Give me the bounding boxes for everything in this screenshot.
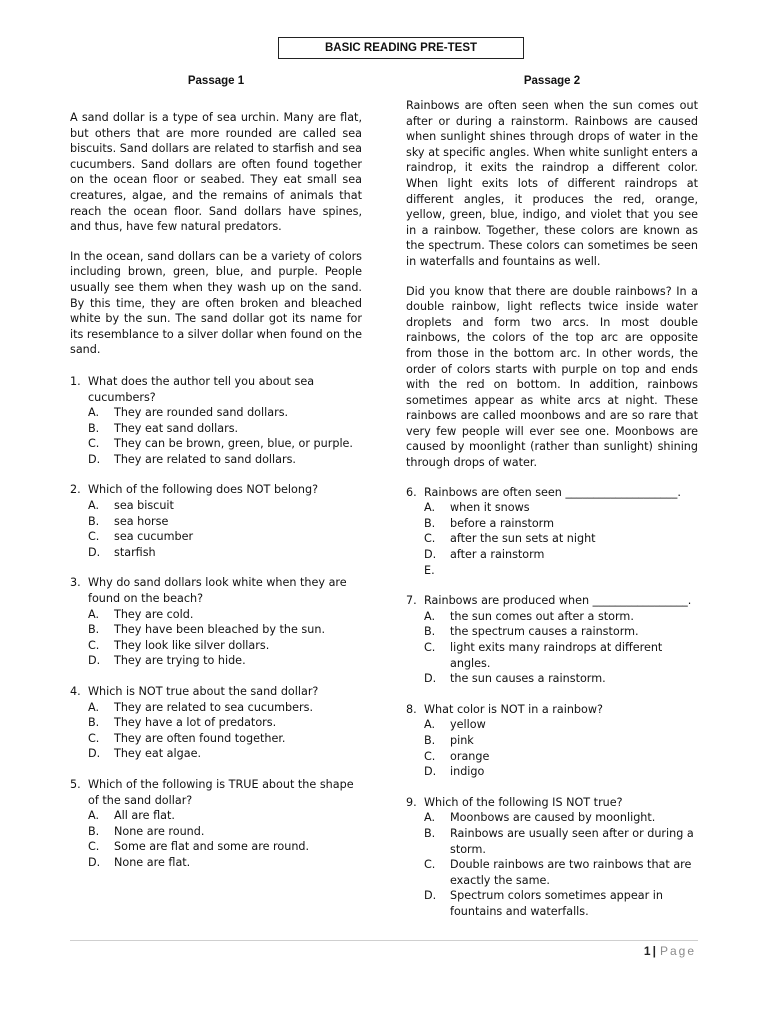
option-letter: A. — [424, 609, 436, 623]
option-text: All are flat. — [114, 809, 175, 823]
option-letter: A. — [88, 499, 100, 513]
option-letter: B. — [424, 826, 436, 840]
question — [70, 777, 362, 871]
option-letter: B. — [88, 623, 100, 637]
option-text: the sun causes a rainstorm. — [450, 672, 606, 686]
answer-option — [70, 731, 362, 747]
option-text: before a rainstorm — [450, 516, 554, 530]
answer-option — [70, 746, 362, 762]
answer-option — [70, 514, 362, 530]
page-number: 1 — [643, 944, 651, 958]
answer-options — [70, 405, 362, 467]
option-text: the spectrum causes a rainstorm. — [450, 625, 639, 639]
question-text: Rainbows are often seen ____________________. — [424, 485, 681, 499]
option-text: They are cold. — [114, 607, 194, 621]
option-text: They have been bleached by the sun. — [114, 623, 325, 637]
option-text: sea horse — [114, 514, 169, 528]
question-number: 4. — [70, 685, 81, 698]
answer-options — [406, 810, 698, 919]
option-text: Rainbows are usually seen after or during a storm. — [450, 826, 694, 856]
option-letter: D. — [88, 452, 101, 466]
answer-option — [70, 545, 362, 561]
question-text: Which of the following is TRUE about the shape of the sand dollar? — [88, 777, 354, 807]
option-letter: C. — [88, 437, 100, 451]
answer-option — [70, 653, 362, 669]
answer-option — [70, 452, 362, 468]
option-letter: D. — [424, 765, 437, 779]
answer-option — [406, 531, 698, 547]
answer-option — [70, 607, 362, 623]
option-text: orange — [450, 749, 490, 763]
answer-option — [406, 563, 698, 579]
answer-option — [406, 810, 698, 826]
option-text: yellow — [450, 718, 486, 732]
option-text: indigo — [450, 765, 485, 779]
option-letter: D. — [88, 654, 101, 668]
option-text: Some are flat and some are round. — [114, 840, 310, 854]
option-text: Double rainbows are two rainbows that are exactly the same. — [450, 858, 692, 887]
option-letter: E. — [424, 563, 435, 577]
answer-option — [406, 764, 698, 780]
option-letter: C. — [88, 840, 100, 854]
option-text: They are related to sea cucumbers. — [114, 700, 314, 714]
option-text: Spectrum colors sometimes appear in fountains and waterfalls. — [450, 889, 663, 918]
option-letter: D. — [424, 672, 437, 686]
page-separator: | — [652, 944, 656, 958]
answer-options — [406, 717, 698, 779]
question-number: 7. — [406, 594, 417, 608]
answer-option — [70, 638, 362, 654]
answer-option — [406, 888, 698, 919]
answer-option — [70, 855, 362, 871]
answer-option — [70, 622, 362, 638]
option-text: They are related to sand dollars. — [114, 452, 296, 466]
option-text: They look like silver dollars. — [114, 638, 270, 652]
option-text: They are rounded sand dollars. — [114, 406, 289, 420]
questions-right — [406, 485, 698, 920]
option-text: They have a lot of predators. — [114, 716, 277, 730]
option-letter: B. — [424, 625, 436, 639]
question-stem — [70, 482, 362, 498]
passage-2-paragraph: Rainbows are often seen when the sun comes out after or during a rainstorm. Rainbows are caused when sunlight shines through drops of water in the sky at specific angles. When white sunlight enters a raindrop, it exits the raindrop a different color. When light exits lots of different raindrops at different angles, it produces the red, orange, yellow, green, blue, indigo, and violet that you see in a rainbow. Together, these colors are known as the spectrum. These colors can sometimes be seen in waterfalls and fountains as well. — [406, 99, 698, 268]
option-text: when it snows — [450, 501, 530, 515]
option-letter: C. — [88, 530, 100, 544]
question — [70, 684, 362, 762]
right-column — [406, 73, 698, 935]
option-letter: B. — [424, 733, 436, 747]
option-letter: D. — [424, 889, 437, 903]
option-text: They are often found together. — [114, 731, 286, 745]
option-text: They eat algae. — [114, 747, 202, 761]
answer-option — [406, 857, 698, 888]
option-text: They can be brown, green, blue, or purple. — [114, 437, 353, 451]
option-letter: B. — [88, 514, 100, 528]
answer-option — [406, 640, 698, 671]
question-text: Rainbows are produced when _________________. — [424, 594, 692, 608]
question-stem — [70, 684, 362, 700]
option-letter: C. — [424, 532, 436, 546]
question-text: Why do sand dollars look white when they are found on the beach? — [88, 576, 347, 606]
answer-options — [70, 498, 362, 560]
answer-option — [70, 529, 362, 545]
option-letter: C. — [88, 731, 100, 745]
question — [406, 702, 698, 780]
question-number: 1. — [70, 374, 81, 388]
question-number: 5. — [70, 777, 81, 791]
answer-option — [70, 405, 362, 421]
option-text: light exits many raindrops at different angles. — [450, 641, 663, 670]
option-text — [450, 563, 698, 579]
question-stem — [406, 485, 698, 501]
answer-option — [70, 839, 362, 855]
passage-2-paragraph: Did you know that there are double rainbows? In a double rainbow, light reflects twice inside water droplets and form two arcs. In most double rainbows, the colors of the top arc are opposite from those in the bottom arc. In other words, the order of colors starts with purple on top and ends with the red on bottom. In addition, rainbows sometimes appear as white arcs at night. These rainbows are called moonbows and are so rare that very few people will ever see one. Moonbows are caused by moonlight (rather than sunlight) shining through drops of water. — [406, 284, 698, 470]
answer-option — [406, 749, 698, 765]
answer-options — [406, 500, 698, 578]
questions-left — [70, 374, 362, 871]
passage-1-paragraph: A sand dollar is a type of sea urchin. Many are flat, but others that are more rounded are called sea biscuits. Sand dollars are related to starfish and sea cucumbers. Sand dollars are often found together on the ocean floor or seabed. They eat small sea creatures, algae, and the remains of animals that reach the ocean floor. Sand dollars have spines, and thus, have few natural predators. — [70, 111, 362, 234]
option-letter: D. — [424, 548, 437, 562]
option-text: after a rainstorm — [450, 548, 545, 562]
passage-2-title: Passage 2 — [523, 75, 581, 87]
answer-option — [70, 824, 362, 840]
option-text: Moonbows are caused by moonlight. — [450, 811, 656, 825]
page-label: Page — [659, 944, 696, 958]
question-stem — [70, 777, 362, 808]
option-text: They eat sand dollars. — [114, 421, 239, 435]
question-number: 6. — [406, 485, 417, 499]
option-letter: A. — [424, 811, 436, 825]
answer-option — [70, 436, 362, 452]
option-letter: B. — [424, 516, 436, 530]
question — [70, 575, 362, 669]
question-number: 2. — [70, 483, 81, 497]
option-letter: A. — [88, 700, 100, 714]
answer-option — [70, 498, 362, 514]
footer-divider — [70, 940, 698, 941]
question-text: What color is NOT in a rainbow? — [424, 702, 603, 716]
test-title: BASIC READING PRE-TEST — [278, 37, 524, 59]
answer-option — [406, 624, 698, 640]
page-footer — [644, 944, 696, 958]
answer-option — [406, 609, 698, 625]
answer-option — [406, 500, 698, 516]
option-letter: B. — [88, 716, 100, 730]
question-stem — [406, 702, 698, 718]
answer-option — [70, 715, 362, 731]
option-letter: A. — [88, 406, 100, 420]
question-text: Which is NOT true about the sand dollar? — [88, 685, 319, 698]
option-letter: C. — [88, 638, 100, 652]
answer-option — [406, 671, 698, 687]
answer-options — [406, 609, 698, 687]
option-text: pink — [450, 733, 474, 747]
question-text: Which of the following does NOT belong? — [88, 483, 319, 497]
option-text: starfish — [114, 545, 156, 559]
option-letter: D. — [88, 747, 101, 761]
question — [406, 593, 698, 687]
answer-options — [70, 607, 362, 669]
question-number: 3. — [70, 576, 81, 590]
question — [406, 485, 698, 579]
option-letter: A. — [424, 501, 436, 515]
answer-option — [406, 826, 698, 857]
answer-option — [406, 733, 698, 749]
option-letter: B. — [88, 421, 100, 435]
option-letter: C. — [424, 641, 436, 654]
answer-option — [70, 421, 362, 437]
option-letter: A. — [424, 718, 436, 732]
option-text: sea cucumber — [114, 530, 194, 544]
option-text: sea biscuit — [114, 499, 174, 513]
question — [70, 374, 362, 468]
passage-1-title: Passage 1 — [187, 75, 245, 87]
answer-option — [406, 717, 698, 733]
option-letter: B. — [88, 824, 100, 838]
answer-option — [70, 700, 362, 716]
question — [70, 482, 362, 560]
passage-1-paragraph: In the ocean, sand dollars can be a variety of colors including brown, green, blue, and purple. People usually see them when they wash up on the sand. By this time, they are often broken and bleached white by the sun. The sand dollar got its name for its resemblance to a silver dollar when found on the sand. — [70, 249, 362, 357]
option-letter: A. — [88, 607, 100, 621]
option-letter: D. — [88, 855, 101, 869]
answer-options — [70, 700, 362, 762]
option-letter: C. — [424, 858, 436, 872]
option-text: None are round. — [114, 824, 205, 838]
option-text: the sun comes out after a storm. — [450, 609, 634, 623]
question-stem — [70, 575, 362, 606]
option-text: They are trying to hide. — [114, 654, 246, 668]
option-letter: C. — [424, 749, 436, 763]
answer-option — [406, 516, 698, 532]
answer-options — [70, 808, 362, 870]
question — [406, 795, 698, 920]
answer-option — [406, 547, 698, 563]
answer-option — [70, 808, 362, 824]
question-stem — [70, 374, 362, 405]
question-stem — [406, 593, 698, 609]
question-text: What does the author tell you about sea cucumbers? — [88, 374, 315, 404]
option-text: None are flat. — [114, 855, 191, 869]
question-number: 9. — [406, 795, 417, 809]
option-letter: A. — [88, 809, 100, 823]
option-letter: D. — [88, 545, 101, 559]
question-stem — [406, 795, 698, 811]
question-number: 8. — [406, 702, 417, 716]
left-column — [70, 73, 362, 886]
question-text: Which of the following IS NOT true? — [424, 795, 623, 809]
option-text: after the sun sets at night — [450, 532, 596, 546]
